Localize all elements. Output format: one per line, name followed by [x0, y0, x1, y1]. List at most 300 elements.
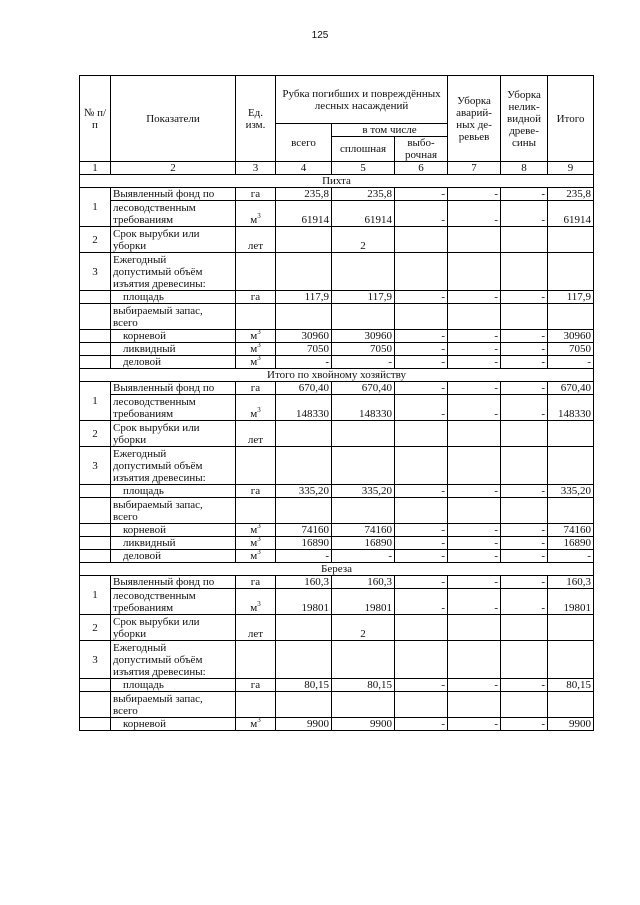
- fund-m3-row: [80, 589, 594, 615]
- term-row: [80, 421, 594, 447]
- empty-cell: [332, 498, 395, 524]
- value-cell: 80,15: [548, 679, 594, 692]
- empty-cell: [276, 498, 332, 524]
- value-cell: -: [501, 188, 548, 201]
- row-number: 2: [80, 421, 111, 447]
- value-cell: 148330: [332, 395, 395, 421]
- value-cell: [332, 421, 395, 447]
- stock-row: [80, 498, 594, 524]
- empty-cell: [395, 615, 448, 641]
- indicator-label: корневой: [111, 718, 236, 731]
- unit-text: м: [250, 550, 258, 562]
- value-cell: 160,3: [548, 576, 594, 589]
- value-cell: -: [548, 550, 594, 563]
- area-row: [80, 679, 594, 692]
- fund-row: [80, 188, 594, 201]
- header-including: в том числе: [332, 124, 448, 137]
- column-number: 4: [276, 162, 332, 175]
- unit-superscript: 3: [257, 406, 261, 414]
- value-cell: -: [395, 589, 448, 615]
- value-cell: -: [395, 485, 448, 498]
- empty-cell: [332, 692, 395, 718]
- empty-cell: [80, 304, 111, 330]
- value-cell: -: [501, 343, 548, 356]
- value-cell: -: [448, 524, 501, 537]
- value-cell: 30960: [548, 330, 594, 343]
- value-cell: 74160: [332, 524, 395, 537]
- value-cell: -: [548, 356, 594, 369]
- business-row: [80, 550, 594, 563]
- value-cell: -: [448, 718, 501, 731]
- value-cell: 74160: [548, 524, 594, 537]
- unit-cell: га: [236, 485, 276, 498]
- unit-superscript: 3: [257, 342, 261, 349]
- indicator-label-line: лесоводственным: [113, 590, 196, 602]
- unit-cell: [236, 537, 276, 550]
- value-cell: -: [395, 330, 448, 343]
- value-cell: -: [395, 291, 448, 304]
- empty-cell: [448, 498, 501, 524]
- annual-row: [80, 253, 594, 291]
- empty-cell: [80, 718, 111, 731]
- empty-cell: [236, 692, 276, 718]
- value-cell: -: [448, 201, 501, 227]
- area-row: [80, 291, 594, 304]
- section-title: Итого по хвойному хозяйству: [80, 369, 594, 382]
- empty-cell: [548, 227, 594, 253]
- value-cell: -: [501, 589, 548, 615]
- indicator-label: площадь: [111, 291, 236, 304]
- unit-text: м: [250, 343, 258, 355]
- value-cell: -: [395, 537, 448, 550]
- empty-cell: [448, 615, 501, 641]
- row-number: 1: [80, 382, 111, 421]
- empty-cell: [332, 447, 395, 485]
- value-cell: 117,9: [332, 291, 395, 304]
- indicator-label-line: изъятия древесины:: [113, 277, 206, 290]
- value-cell: -: [395, 679, 448, 692]
- value-cell: 7050: [548, 343, 594, 356]
- indicator-label: [111, 201, 236, 227]
- indicator-label: ликвидный: [111, 537, 236, 550]
- value-cell: 19801: [548, 589, 594, 615]
- value-cell: -: [501, 524, 548, 537]
- value-cell: 9900: [276, 718, 332, 731]
- unit-superscript: 3: [257, 717, 261, 724]
- value-cell: -: [501, 550, 548, 563]
- empty-cell: [501, 447, 548, 485]
- empty-cell: [80, 330, 111, 343]
- indicator-label-line: уборки: [113, 433, 147, 446]
- indicator-label: ликвидный: [111, 343, 236, 356]
- indicator-label: площадь: [111, 485, 236, 498]
- value-cell: -: [501, 356, 548, 369]
- unit-cell: [236, 356, 276, 369]
- indicator-label: [111, 304, 236, 330]
- empty-cell: [236, 498, 276, 524]
- value-cell: -: [276, 356, 332, 369]
- page-number: 125: [311, 30, 329, 41]
- value-cell: -: [501, 679, 548, 692]
- empty-cell: [448, 227, 501, 253]
- value-cell: 80,15: [332, 679, 395, 692]
- indicator-label-line: Ежегодный: [113, 447, 167, 460]
- indicator-label-line: требованиям: [113, 214, 174, 226]
- value-cell: -: [501, 537, 548, 550]
- empty-cell: [448, 447, 501, 485]
- value-cell: -: [448, 485, 501, 498]
- indicator-label: [111, 447, 236, 485]
- empty-cell: [276, 253, 332, 291]
- indicator-label: корневой: [111, 330, 236, 343]
- business-row: [80, 356, 594, 369]
- value-cell: -: [395, 576, 448, 589]
- empty-cell: [548, 692, 594, 718]
- indicator-label: [111, 615, 236, 641]
- value-cell: 117,9: [276, 291, 332, 304]
- unit-cell: [236, 524, 276, 537]
- empty-cell: [395, 641, 448, 679]
- value-cell: 670,40: [276, 382, 332, 395]
- value-cell: 2: [332, 615, 395, 641]
- empty-cell: [501, 421, 548, 447]
- value-cell: 7050: [332, 343, 395, 356]
- indicator-label-line: лесоводственным: [113, 202, 196, 214]
- indicator-label-line: допустимый объём: [113, 265, 203, 278]
- empty-cell: [276, 615, 332, 641]
- value-cell: 61914: [332, 201, 395, 227]
- value-cell: 2: [332, 227, 395, 253]
- value-cell: 30960: [332, 330, 395, 343]
- root-row: [80, 330, 594, 343]
- value-cell: 19801: [276, 589, 332, 615]
- empty-cell: [548, 304, 594, 330]
- indicator-label-line: изъятия древесины:: [113, 665, 206, 678]
- section-title-row: [80, 563, 594, 576]
- indicator-label-line: выбираемый запас,: [113, 304, 203, 317]
- value-cell: 16890: [332, 537, 395, 550]
- empty-cell: [276, 227, 332, 253]
- indicator-label: [111, 498, 236, 524]
- term-row: [80, 615, 594, 641]
- row-number: 1: [80, 576, 111, 615]
- area-row: [80, 485, 594, 498]
- value-cell: -: [395, 343, 448, 356]
- unit-cell: [236, 395, 276, 421]
- value-cell: 80,15: [276, 679, 332, 692]
- indicator-label: [111, 692, 236, 718]
- section-title: Береза: [80, 563, 594, 576]
- value-cell: -: [448, 395, 501, 421]
- header-nonliquid-wood: Уборка нелик-видной древе-сины: [501, 76, 548, 162]
- header-selective: выбо-рочная: [395, 137, 448, 162]
- row-number: 3: [80, 253, 111, 291]
- value-cell: 160,3: [332, 576, 395, 589]
- indicator-label-line: требованиям: [113, 602, 174, 614]
- empty-cell: [501, 641, 548, 679]
- unit-superscript: 3: [257, 355, 261, 362]
- header-emergency-trees: Уборка аварий-ных де-ревьев: [448, 76, 501, 162]
- value-cell: -: [448, 589, 501, 615]
- section-title-row: [80, 369, 594, 382]
- value-cell: 9900: [332, 718, 395, 731]
- value-cell: -: [395, 201, 448, 227]
- indicator-label-line: выбираемый запас,: [113, 692, 203, 705]
- stock-row: [80, 304, 594, 330]
- empty-cell: [501, 692, 548, 718]
- row-number: 1: [80, 188, 111, 227]
- value-cell: -: [276, 550, 332, 563]
- empty-cell: [276, 447, 332, 485]
- empty-cell: [80, 291, 111, 304]
- empty-cell: [548, 421, 594, 447]
- column-number: 3: [236, 162, 276, 175]
- value-cell: 335,20: [548, 485, 594, 498]
- unit-cell: лет: [236, 615, 276, 641]
- header-all: всего: [276, 124, 332, 162]
- forest-harvest-table: [79, 75, 594, 731]
- empty-cell: [501, 253, 548, 291]
- empty-cell: [80, 692, 111, 718]
- empty-cell: [448, 692, 501, 718]
- empty-cell: [276, 692, 332, 718]
- unit-cell: [236, 343, 276, 356]
- column-number: 5: [332, 162, 395, 175]
- empty-cell: [80, 343, 111, 356]
- unit-cell: га: [236, 382, 276, 395]
- empty-cell: [236, 304, 276, 330]
- empty-cell: [448, 253, 501, 291]
- indicator-label: деловой: [111, 356, 236, 369]
- indicator-label-line: всего: [113, 316, 138, 329]
- header-felling-group: Рубка погибших и повреждённых лесных насаждений: [276, 76, 448, 124]
- row-number: 2: [80, 227, 111, 253]
- unit-cell: га: [236, 291, 276, 304]
- indicator-label-line: всего: [113, 704, 138, 717]
- stock-row: [80, 692, 594, 718]
- value-cell: 117,9: [548, 291, 594, 304]
- indicator-label-line: всего: [113, 510, 138, 523]
- empty-cell: [501, 615, 548, 641]
- empty-cell: [332, 253, 395, 291]
- value-cell: 16890: [548, 537, 594, 550]
- empty-cell: [80, 679, 111, 692]
- value-cell: 148330: [548, 395, 594, 421]
- value-cell: 9900: [548, 718, 594, 731]
- empty-cell: [548, 641, 594, 679]
- empty-cell: [332, 304, 395, 330]
- unit-text: м: [250, 602, 258, 614]
- value-cell: -: [448, 576, 501, 589]
- value-cell: -: [501, 395, 548, 421]
- empty-cell: [236, 641, 276, 679]
- unit-cell: [236, 589, 276, 615]
- indicator-label-line: Срок вырубки или: [113, 227, 200, 240]
- term-row: [80, 227, 594, 253]
- empty-cell: [548, 253, 594, 291]
- unit-cell: [236, 550, 276, 563]
- empty-cell: [80, 485, 111, 498]
- fund-m3-row: [80, 395, 594, 421]
- fund-row: [80, 576, 594, 589]
- indicator-label: деловой: [111, 550, 236, 563]
- value-cell: -: [395, 382, 448, 395]
- empty-cell: [236, 447, 276, 485]
- value-cell: -: [448, 356, 501, 369]
- header-clearcut: сплошная: [332, 137, 395, 162]
- value-cell: -: [395, 524, 448, 537]
- value-cell: -: [501, 201, 548, 227]
- value-cell: 61914: [548, 201, 594, 227]
- empty-cell: [395, 447, 448, 485]
- unit-superscript: 3: [257, 536, 261, 543]
- empty-cell: [548, 498, 594, 524]
- indicator-label-line: изъятия древесины:: [113, 471, 206, 484]
- unit-text: м: [250, 214, 258, 226]
- value-cell: -: [448, 330, 501, 343]
- unit-cell: [236, 330, 276, 343]
- indicator-label: Выявленный фонд по: [111, 382, 236, 395]
- indicator-label: [111, 253, 236, 291]
- column-number: 1: [80, 162, 111, 175]
- value-cell: -: [332, 356, 395, 369]
- value-cell: 235,8: [276, 188, 332, 201]
- value-cell: -: [448, 343, 501, 356]
- value-cell: 335,20: [276, 485, 332, 498]
- empty-cell: [276, 641, 332, 679]
- liquid-row: [80, 537, 594, 550]
- empty-cell: [548, 447, 594, 485]
- empty-cell: [276, 421, 332, 447]
- liquid-row: [80, 343, 594, 356]
- empty-cell: [80, 498, 111, 524]
- value-cell: 7050: [276, 343, 332, 356]
- unit-text: м: [250, 718, 258, 730]
- value-cell: -: [448, 550, 501, 563]
- value-cell: -: [332, 550, 395, 563]
- indicator-label-line: лесоводственным: [113, 396, 196, 408]
- empty-cell: [395, 304, 448, 330]
- annual-row: [80, 641, 594, 679]
- empty-cell: [236, 253, 276, 291]
- value-cell: 160,3: [276, 576, 332, 589]
- section-title-row: [80, 175, 594, 188]
- unit-text: м: [250, 356, 258, 368]
- unit-cell: [236, 718, 276, 731]
- value-cell: -: [448, 537, 501, 550]
- unit-cell: лет: [236, 227, 276, 253]
- value-cell: -: [395, 188, 448, 201]
- fund-row: [80, 382, 594, 395]
- unit-text: м: [250, 537, 258, 549]
- indicator-label: [111, 641, 236, 679]
- unit-text: м: [250, 408, 258, 420]
- value-cell: -: [448, 291, 501, 304]
- column-number-row: [80, 162, 594, 175]
- unit-superscript: 3: [257, 329, 261, 336]
- empty-cell: [501, 227, 548, 253]
- value-cell: 235,8: [548, 188, 594, 201]
- indicator-label: площадь: [111, 679, 236, 692]
- value-cell: -: [395, 395, 448, 421]
- root-row: [80, 524, 594, 537]
- indicator-label: [111, 421, 236, 447]
- unit-superscript: 3: [257, 212, 261, 220]
- unit-text: м: [250, 524, 258, 536]
- unit-text: м: [250, 330, 258, 342]
- value-cell: -: [448, 382, 501, 395]
- indicator-label-line: Ежегодный: [113, 641, 167, 654]
- indicator-label-line: уборки: [113, 239, 147, 252]
- value-cell: -: [501, 330, 548, 343]
- value-cell: 148330: [276, 395, 332, 421]
- row-number: 2: [80, 615, 111, 641]
- indicator-label: [111, 395, 236, 421]
- empty-cell: [395, 421, 448, 447]
- empty-cell: [395, 253, 448, 291]
- empty-cell: [395, 498, 448, 524]
- value-cell: -: [501, 485, 548, 498]
- value-cell: -: [395, 718, 448, 731]
- indicator-label-line: Срок вырубки или: [113, 421, 200, 434]
- empty-cell: [448, 421, 501, 447]
- value-cell: 670,40: [548, 382, 594, 395]
- header-indicator: Показатели: [111, 76, 236, 162]
- value-cell: 61914: [276, 201, 332, 227]
- root-row: [80, 718, 594, 731]
- unit-cell: лет: [236, 421, 276, 447]
- empty-cell: [80, 537, 111, 550]
- value-cell: -: [501, 576, 548, 589]
- value-cell: 670,40: [332, 382, 395, 395]
- header-number: № п/п: [80, 76, 111, 162]
- value-cell: 335,20: [332, 485, 395, 498]
- indicator-label-line: выбираемый запас,: [113, 498, 203, 511]
- value-cell: 30960: [276, 330, 332, 343]
- row-number: 3: [80, 447, 111, 485]
- unit-cell: [236, 201, 276, 227]
- value-cell: -: [395, 550, 448, 563]
- unit-superscript: 3: [257, 549, 261, 556]
- column-number: 2: [111, 162, 236, 175]
- unit-superscript: 3: [257, 600, 261, 608]
- value-cell: -: [395, 356, 448, 369]
- value-cell: -: [501, 718, 548, 731]
- section-title: Пихта: [80, 175, 594, 188]
- empty-cell: [395, 692, 448, 718]
- empty-cell: [80, 356, 111, 369]
- empty-cell: [80, 550, 111, 563]
- value-cell: 19801: [332, 589, 395, 615]
- column-number: 8: [501, 162, 548, 175]
- indicator-label-line: Ежегодный: [113, 253, 167, 266]
- unit-cell: га: [236, 679, 276, 692]
- unit-cell: га: [236, 576, 276, 589]
- indicator-label: корневой: [111, 524, 236, 537]
- unit-cell: га: [236, 188, 276, 201]
- value-cell: 74160: [276, 524, 332, 537]
- empty-cell: [448, 304, 501, 330]
- unit-superscript: 3: [257, 523, 261, 530]
- empty-cell: [276, 304, 332, 330]
- indicator-label-line: Срок вырубки или: [113, 615, 200, 628]
- empty-cell: [80, 524, 111, 537]
- value-cell: 235,8: [332, 188, 395, 201]
- empty-cell: [332, 641, 395, 679]
- value-cell: -: [448, 188, 501, 201]
- empty-cell: [548, 615, 594, 641]
- indicator-label-line: допустимый объём: [113, 653, 203, 666]
